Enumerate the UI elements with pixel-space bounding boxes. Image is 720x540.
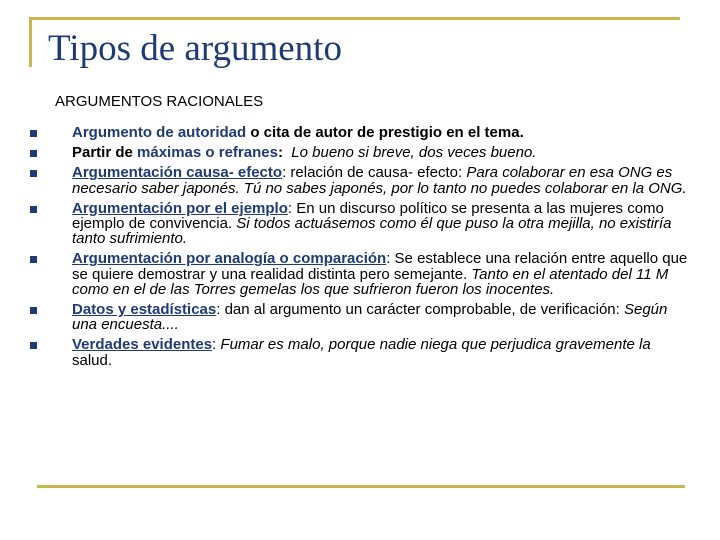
keyword: Argumentación por el ejemplo	[72, 199, 288, 217]
top-rule	[30, 17, 680, 20]
keyword: Verdades evidentes	[72, 336, 213, 354]
keyword: máximas o refranes	[137, 144, 278, 162]
list-item	[30, 302, 690, 332]
keyword: Argumentación causa- efecto	[72, 164, 283, 182]
list-item	[30, 145, 690, 160]
list-item	[30, 201, 690, 247]
example-text: Para colaborar en esa ONG es necesario saber japonés. Tú no sabes japonés, por lo tanto no puedes colaborar en la ONG.	[72, 164, 687, 197]
section-subtitle: ARGUMENTOS RACIONALES	[55, 93, 264, 110]
slide-title: Tipos de argumento	[48, 28, 342, 69]
square-bullet-icon	[30, 170, 37, 177]
example-text: Lo bueno si breve, dos veces bueno.	[291, 144, 537, 162]
square-bullet-icon	[30, 307, 37, 314]
example-text: Tanto en el atentado del 11 M como en el de las Torres gemelas los que sufrieron fueron los inocentes.	[72, 265, 669, 298]
item-text: : En un discurso político se presenta a las mujeres como ejemplo de convivencia.	[72, 199, 664, 233]
list-item	[30, 251, 690, 297]
bottom-rule	[37, 485, 685, 488]
example-text: Si todos actuásemos como él que puso la otra mejilla, no existiría tanto sufrimiento.	[72, 215, 672, 248]
example-text: Según una encuesta....	[72, 301, 668, 334]
list-item	[30, 125, 690, 140]
item-text: : dan al argumento un carácter comprobable, de verificación:	[216, 301, 624, 319]
item-text: : relación de causa- efecto:	[282, 164, 467, 182]
square-bullet-icon	[30, 206, 37, 213]
item-text: : Se establece una relación entre aquello que se quiere demostrar y una realidad distinta pero semejante.	[72, 250, 688, 283]
list-item	[30, 337, 690, 367]
square-bullet-icon	[30, 150, 37, 157]
square-bullet-icon	[30, 256, 37, 263]
item-text: :	[212, 336, 221, 354]
item-text: :	[277, 144, 283, 162]
argument-list	[30, 125, 690, 373]
list-item	[30, 165, 690, 195]
item-text: salud.	[72, 351, 113, 369]
square-bullet-icon	[30, 342, 37, 349]
keyword: Argumento de autoridad	[72, 124, 247, 141]
keyword: Datos y estadísticas	[72, 301, 217, 319]
square-bullet-icon	[30, 130, 37, 137]
keyword: Argumentación por analogía o comparación	[72, 250, 387, 268]
item-text: o cita de autor de prestigio en el tema.	[246, 124, 524, 141]
left-rule	[29, 17, 32, 67]
item-text: Partir de	[72, 144, 138, 162]
example-text: Fumar es malo, porque nadie niega que perjudica gravemente la	[220, 336, 651, 354]
